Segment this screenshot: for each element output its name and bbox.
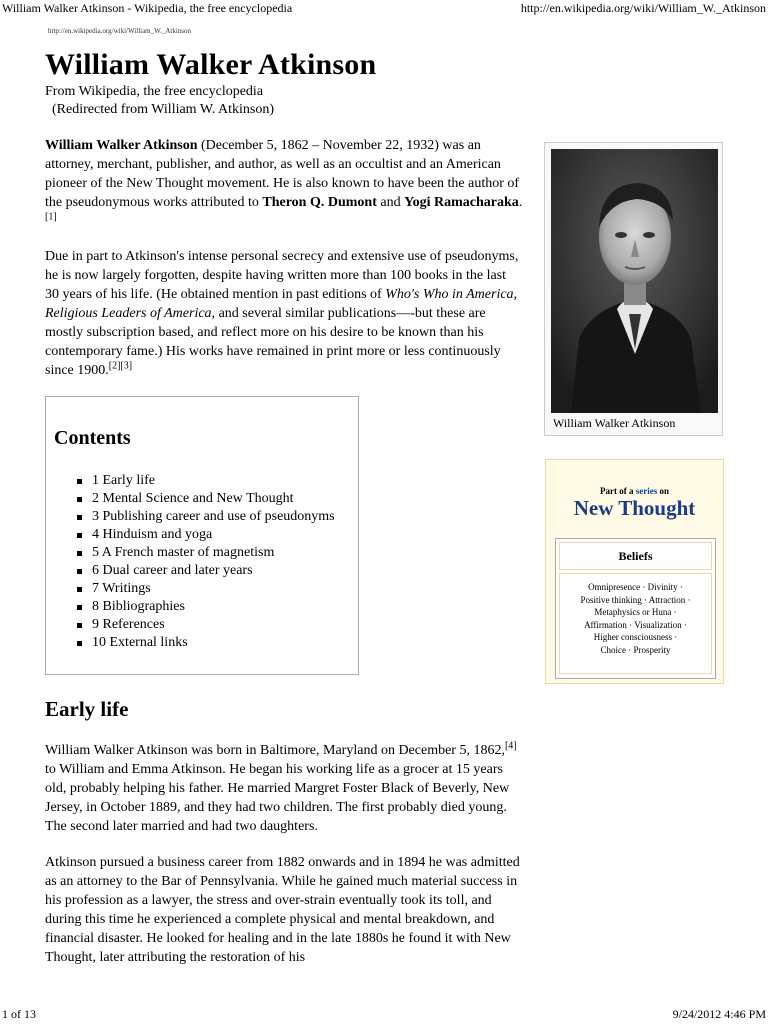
redirect-notice: (Redirected from William W. Atkinson) xyxy=(52,102,274,117)
reference-2-3[interactable]: [2][3] xyxy=(108,360,133,372)
intro-text: . xyxy=(518,195,523,210)
print-header-url: http://en.wikipedia.org/wiki/William_W._Atkinson xyxy=(520,1,766,15)
image-caption: William Walker Atkinson xyxy=(553,416,676,430)
toc-item[interactable]: 4 Hinduism and yoga xyxy=(77,526,335,544)
print-header xyxy=(0,0,768,18)
beliefs-line[interactable]: Higher consciousness · xyxy=(593,632,678,642)
beliefs-list xyxy=(559,573,712,674)
from-line: From Wikipedia, the free encyclopedia xyxy=(45,84,264,99)
body-text: to William and Emma Atkinson. He began his working life as a grocer at 15 years old, probably helping his father. He married Margret Foster Black of Beverly, New Jersey, in October 1889, and they had two children. The first probably died young. The second later married and had two daughters. xyxy=(45,762,510,834)
series-part-of xyxy=(546,486,723,496)
reference-1[interactable]: [1] xyxy=(45,211,57,223)
toc-item[interactable]: 6 Dual career and later years xyxy=(77,562,335,580)
infobox-image xyxy=(544,142,723,436)
section-heading-early-life: Early life xyxy=(45,697,129,721)
portrait-image xyxy=(551,149,718,413)
alias-theron-link[interactable]: Theron Q. Dumont xyxy=(262,195,377,210)
series-sidebar xyxy=(545,459,724,684)
toc-item[interactable]: 2 Mental Science and New Thought xyxy=(77,490,335,508)
portrait-photo[interactable] xyxy=(551,149,718,413)
series-title-link[interactable]: New Thought xyxy=(573,496,696,520)
series-part-of-text: Part of a xyxy=(599,486,636,496)
beliefs-header[interactable]: Beliefs xyxy=(559,542,712,570)
series-link[interactable]: series xyxy=(635,486,658,496)
series-on-text: on xyxy=(657,486,669,496)
print-datetime: 9/24/2012 4:46 PM xyxy=(672,1007,766,1021)
intro-text: Due in part to Atkinson's intense personal secrecy and extensive use of pseudonyms, he is now largely forgotten, despite having written more than 100 books in the last 30 years of his life. (He obtained mention in past editions of xyxy=(45,249,519,302)
toc-item[interactable]: 9 References xyxy=(77,616,335,634)
table-of-contents xyxy=(45,396,359,675)
intro-text: (December 5, 1862 – November 22, 1932) was an attorney, merchant, publisher, and author, as well as an occultist and an American pioneer of the New Thought movement. He is also known to have been the author of the pseudonymous works attributed to xyxy=(45,138,520,210)
print-footer xyxy=(0,1006,768,1024)
toc-item[interactable]: 1 Early life xyxy=(77,472,335,490)
beliefs-panel xyxy=(555,538,716,679)
early-life-paragraph-1 xyxy=(45,741,520,836)
toc-item[interactable]: 8 Bibliographies xyxy=(77,598,335,616)
toc-item[interactable]: 5 A French master of magnetism xyxy=(77,544,335,562)
subject-name: William Walker Atkinson xyxy=(45,138,198,153)
intro-paragraph-1 xyxy=(45,136,523,231)
print-header-title: William Walker Atkinson - Wikipedia, the free encyclopedia xyxy=(2,1,293,15)
reference-4[interactable]: [4] xyxy=(504,740,517,752)
alias-yogi-link[interactable]: Yogi Ramacharaka xyxy=(404,195,519,210)
body-text: William Walker Atkinson was born in Baltimore, Maryland on December 5, 1862, xyxy=(45,743,505,758)
toc-item[interactable]: 3 Publishing career and use of pseudonyms xyxy=(77,508,335,526)
intro-text: and xyxy=(376,195,405,210)
beliefs-line[interactable]: Metaphysics or Huna · xyxy=(594,607,677,617)
beliefs-line[interactable]: Affirmation · Visualization · xyxy=(584,619,687,630)
toc-list xyxy=(77,472,335,652)
early-life-paragraph-2: Atkinson pursued a business career from 1882 onwards and in 1894 he was admitted as an attorney to the Bar of Pennsylvania. While he gained much material success in his profession as a lawyer, the stress and over-strain eventually took its toll, and during this time he experienced a complete physical and mental breakdown, and financial disaster. He looked for healing and in the late 1880s he found it with New Thought, later attributing the restoration of his xyxy=(45,855,520,965)
page-title: William Walker Atkinson xyxy=(45,48,377,81)
beliefs-line[interactable]: Positive thinking · Attraction · xyxy=(580,594,691,605)
intro-text: and several similar publications—-but these are mostly subscription based, and reflect more on his desire to be known than his contemporary fame.) His works have remained in print more or less continuously since 1900. xyxy=(45,306,501,378)
intro-paragraph-2 xyxy=(45,247,523,380)
page-count: 1 of 13 xyxy=(2,1007,36,1021)
toc-title: Contents xyxy=(54,427,131,449)
toc-item[interactable]: 10 External links xyxy=(77,634,335,652)
beliefs-line[interactable]: Omnipresence · Divinity · xyxy=(588,582,683,592)
beliefs-line[interactable]: Choice · Prosperity xyxy=(600,644,671,655)
toc-item[interactable]: 7 Writings xyxy=(77,580,335,598)
small-url: http://en.wikipedia.org/wiki/William_W._Atkinson xyxy=(48,27,192,35)
publication-titles: Who's Who in America, Religious Leaders of America, xyxy=(45,287,518,321)
